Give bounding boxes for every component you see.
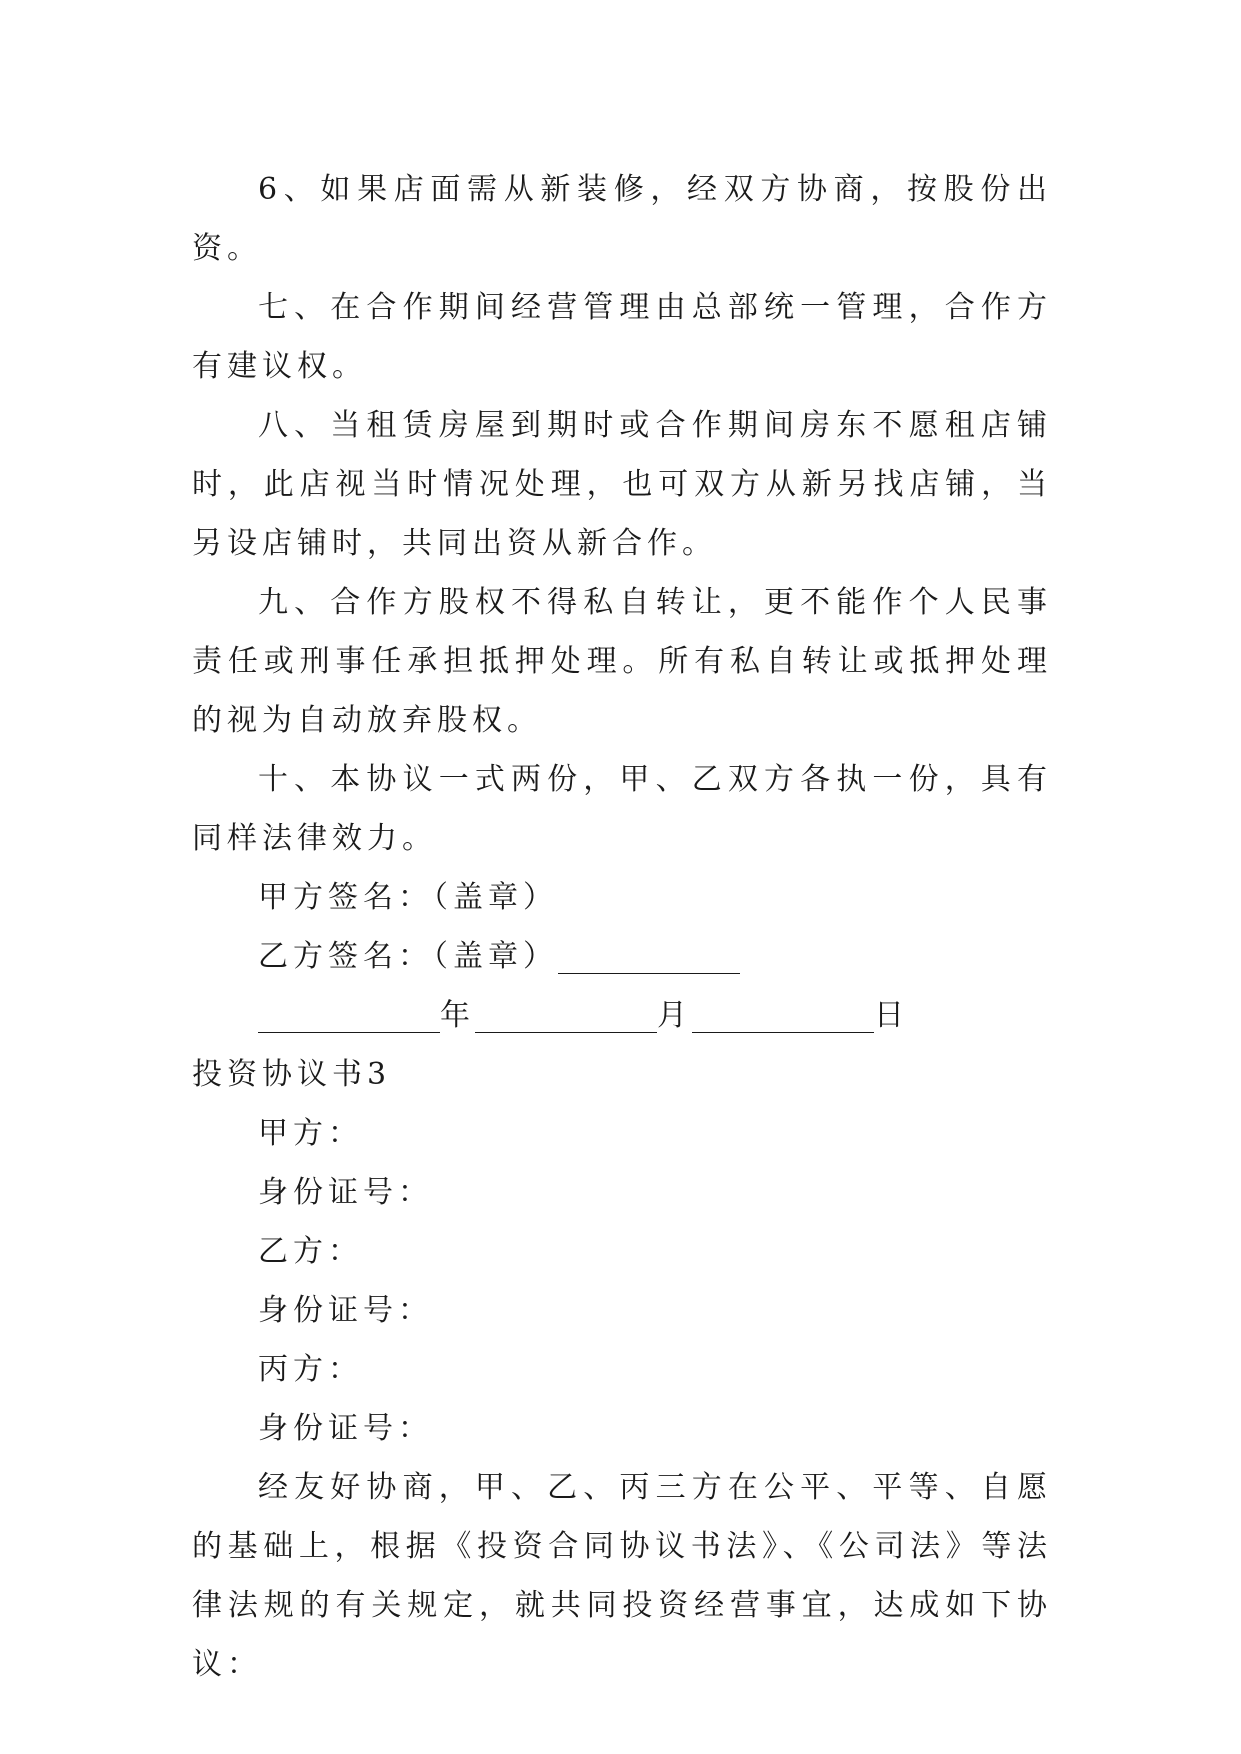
section-title: 投资协议书3 bbox=[192, 1057, 392, 1092]
field-party-a: 甲方： bbox=[258, 1116, 363, 1151]
clause-10: 十、本协议一式两份，甲、乙双方各执一份，具有同样法律效力。 bbox=[192, 762, 1052, 856]
month-blank bbox=[475, 992, 657, 1033]
clause-8: 八、当租赁房屋到期时或合作期间房东不愿租店铺时，此店视当时情况处理，也可双方从新另找店铺，当另设店铺时，共同出资从新合作。 bbox=[192, 408, 1052, 561]
signature-blank bbox=[558, 933, 740, 974]
year-label: 年 bbox=[440, 998, 475, 1033]
party-b-signature-line bbox=[192, 927, 1052, 986]
day-blank bbox=[692, 992, 874, 1033]
field-party-b: 乙方： bbox=[258, 1234, 363, 1269]
month-label: 月 bbox=[657, 998, 692, 1033]
field-party-a-id: 身份证号： bbox=[258, 1175, 433, 1210]
day-label: 日 bbox=[874, 998, 909, 1033]
party-b-signature: 乙方签名：（盖章） bbox=[258, 939, 558, 974]
field-party-c-id: 身份证号： bbox=[258, 1411, 433, 1446]
clause-9: 九、合作方股权不得私自转让，更不能作个人民事责任或刑事任承担抵押处理。所有私自转让或抵押处理的视为自动放弃股权。 bbox=[192, 585, 1052, 738]
field-party-c: 丙方： bbox=[258, 1352, 363, 1387]
intro-paragraph: 经友好协商，甲、乙、丙三方在公平、平等、自愿的基础上，根据《投资合同协议书法》、《公司法》等法律法规的有关规定，就共同投资经营事宜，达成如下协议： bbox=[192, 1470, 1052, 1682]
clause-6: 6、如果店面需从新装修，经双方协商，按股份出资。 bbox=[192, 172, 1052, 266]
date-line bbox=[192, 986, 1052, 1045]
field-party-b-id: 身份证号： bbox=[258, 1293, 433, 1328]
year-blank bbox=[258, 992, 440, 1033]
document-body bbox=[192, 160, 1052, 1694]
clause-7: 七、在合作期间经营管理由总部统一管理，合作方有建议权。 bbox=[192, 290, 1052, 384]
party-a-signature: 甲方签名：（盖章） bbox=[258, 880, 558, 915]
